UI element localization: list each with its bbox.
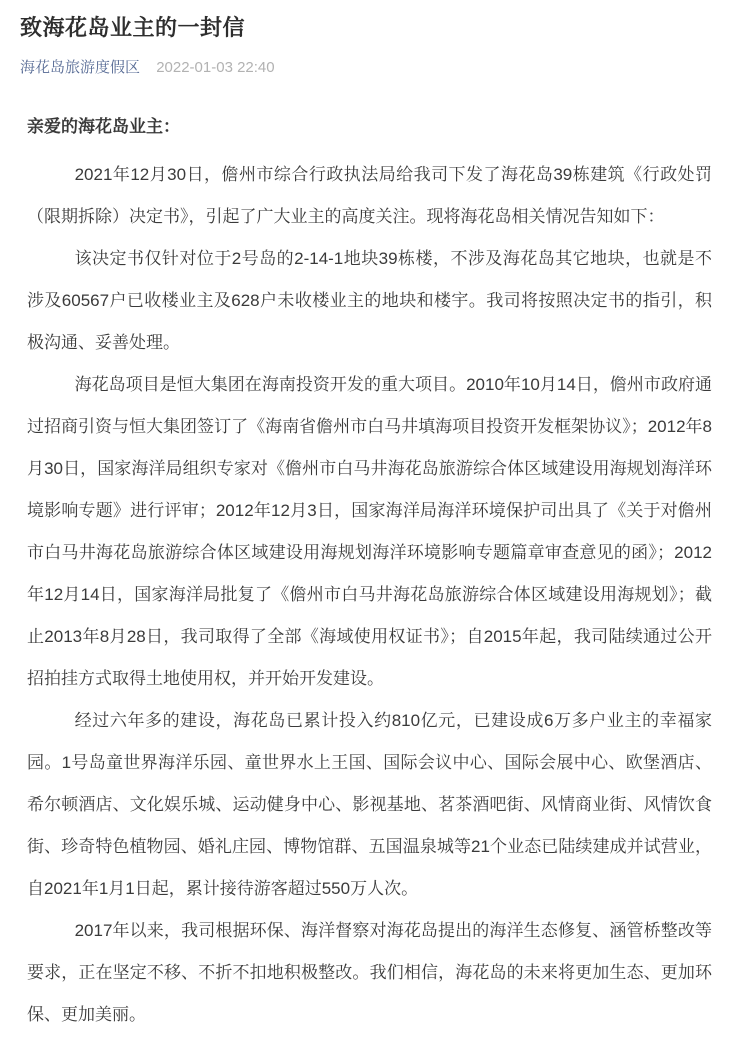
page-title: 致海花岛业主的一封信 <box>20 15 246 40</box>
account-name-link[interactable]: 海花岛旅游度假区 <box>20 59 141 76</box>
letter-paragraph: 经过六年多的建设，海花岛已累计投入约810亿元，已建设成6万多户业主的幸福家园。1号岛童世界海洋乐园、童世界水上王国、国际会议中心、国际会展中心、欧堡酒店、希尔顿酒店、文化娱乐城、运动健身中心、影视基地、茗茶酒吧街、风情商业街、风情饮食街、珍奇特色植物园、婚礼庄园、博物馆群、五国温泉城等21个业态已陆续建成并试营业，自2021年1月1日起，累计接待游客超过550万人次。 <box>27 711 712 898</box>
letter-paragraph: 2017年以来，我司根据环保、海洋督察对海花岛提出的海洋生态修复、涵管桥整改等要求，正在坚定不移、不折不扣地积极整改。我们相信，海花岛的未来将更加生态、更加环保、更加美丽。 <box>27 921 712 1024</box>
letter-paragraph: 海花岛项目是恒大集团在海南投资开发的重大项目。2010年10月14日，儋州市政府通过招商引资与恒大集团签订了《海南省儋州市白马井填海项目投资开发框架协议》；2012年8月30日，国家海洋局组织专家对《儋州市白马井海花岛旅游综合体区域建设用海规划海洋环境影响专题》进行评审；2012年12月3日，国家海洋局海洋环境保护司出具了《关于对儋州市白马井海花岛旅游综合体区域建设用海规划海洋环境影响专题篇章审查意见的函》；2012年12月14日，国家海洋局批复了《儋州市白马井海花岛旅游综合体区域建设用海规划》；截止2013年8月28日，我司取得了全部《海域使用权证书》；自2015年起，我司陆续通过公开招拍挂方式取得土地使用权，并开始开发建设。 <box>27 375 712 688</box>
letter-paragraph: 2021年12月30日，儋州市综合行政执法局给我司下发了海花岛39栋建筑《行政处罚（限期拆除）决定书》，引起了广大业主的高度关注。现将海花岛相关情况告知如下： <box>27 165 712 226</box>
publish-time: 2022-01-03 22:40 <box>156 59 275 76</box>
letter-paragraph: 该决定书仅针对位于2号岛的2-14-1地块39栋楼，不涉及海花岛其它地块，也就是不涉及60567户已收楼业主及628户未收楼业主的地块和楼宇。我司将按照决定书的指引，积极沟通、妥善处理。 <box>27 249 712 352</box>
salutation: 亲爱的海花岛业主： <box>27 117 180 136</box>
article-meta <box>20 57 712 78</box>
letter-body <box>20 106 712 1036</box>
